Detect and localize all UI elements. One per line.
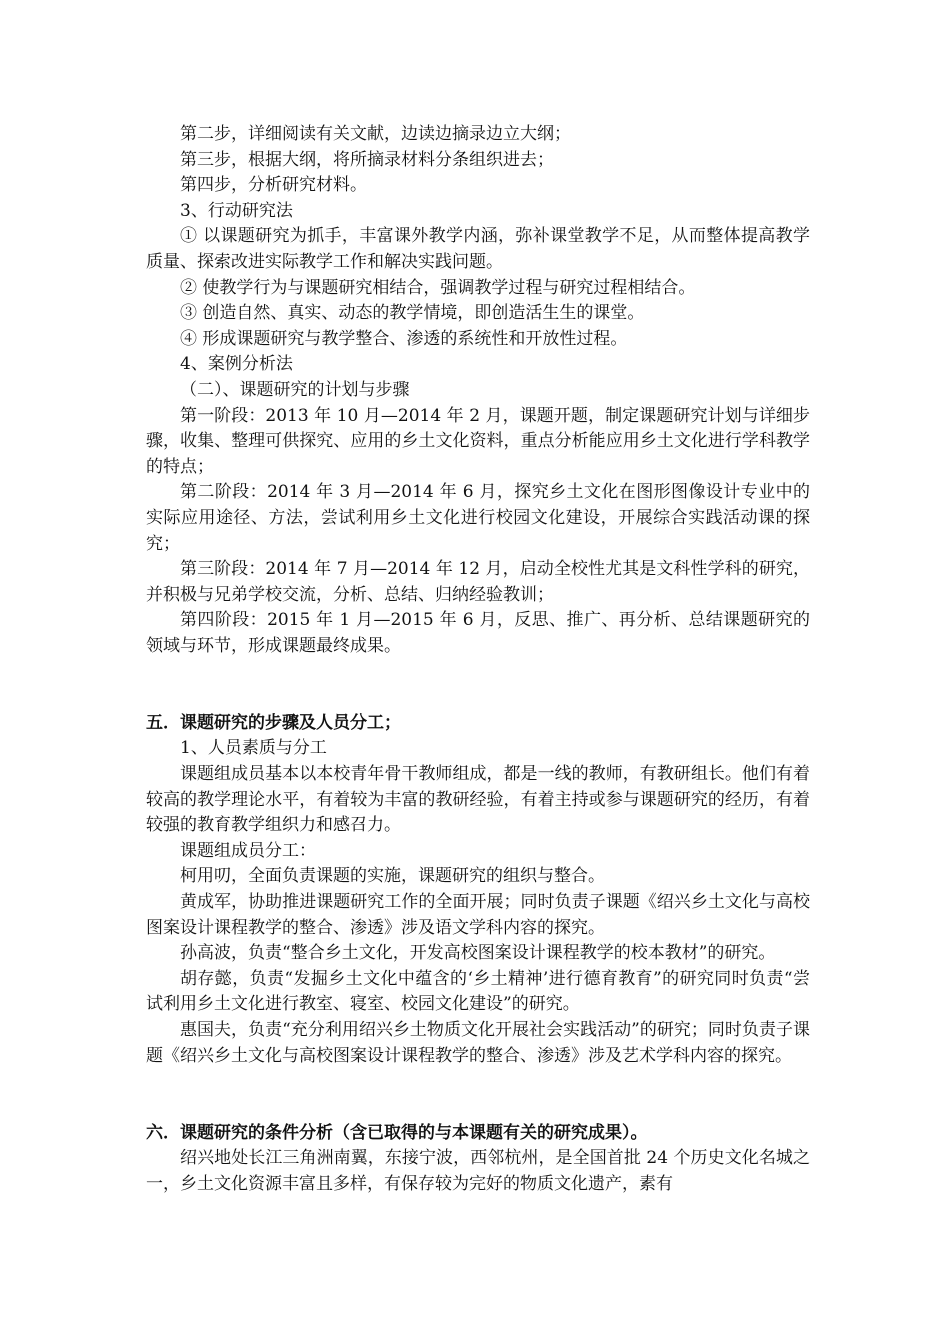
paragraph: 绍兴地处长江三角洲南翼，东接宁波，西邻杭州，是全国首批 24 个历史文化名城之一，乡土文化资源丰富且多样，有保存较为完好的物质文化遗产，素有 (146, 1148, 810, 1194)
subsection-heading: （二）、课题研究的计划与步骤 (180, 379, 410, 400)
paragraph: 课题组成员分工： (180, 840, 316, 861)
list-item: ① 以课题研究为抓手，丰富课外教学内涵，弥补课堂教学不足，从而整体提高教学质量、探索改进实际教学工作和解决实践问题。 (146, 226, 810, 272)
section-gap (146, 659, 810, 710)
paragraph: 孙高波，负责“整合乡土文化，开发高校图案设计课程教学的校本教材”的研究。 (180, 943, 776, 964)
method-heading: 4、案例分析法 (180, 354, 293, 375)
paragraph: 第三步，根据大纲，将所摘录材料分条组织进去； (180, 149, 554, 170)
paragraph: 第三阶段：2014 年 7 月—2014 年 12 月，启动全校性尤其是文科性学科的研究，并积极与兄弟学校交流，分析、总结、归纳经验教训； (146, 559, 810, 605)
paragraph: 柯用叨，全面负责课题的实施，课题研究的组织与整合。 (180, 866, 605, 887)
paragraph: 第四步，分析研究材料。 (180, 175, 367, 196)
document-page (146, 122, 810, 1197)
list-item: ③ 创造自然、真实、动态的教学情境，即创造活生生的课堂。 (180, 303, 645, 324)
paragraph: 第二阶段：2014 年 3 月—2014 年 6 月，探究乡土文化在图形图像设计专业中的实际应用途径、方法，尝试利用乡土文化进行校园文化建设，开展综合实践活动课的探究； (146, 482, 810, 554)
paragraph: 第四阶段：2015 年 1 月—2015 年 6 月，反思、推广、再分析、总结课题研究的领域与环节，形成课题最终成果。 (146, 610, 810, 656)
list-item: ② 使教学行为与课题研究相结合，强调教学过程与研究过程相结合。 (180, 277, 696, 298)
section-heading: 五．课题研究的步骤及人员分工； (146, 713, 401, 734)
paragraph: 黄成军，协助推进课题研究工作的全面开展；同时负责子课题《绍兴乡土文化与高校图案设计课程教学的整合、渗透》涉及语文学科内容的探究。 (146, 892, 810, 938)
list-item: ④ 形成课题研究与教学整合、渗透的系统性和开放性过程。 (180, 328, 628, 349)
section-gap (146, 1069, 810, 1120)
method-heading: 3、行动研究法 (180, 200, 293, 221)
subsection-heading: 1、人员素质与分工 (180, 738, 327, 759)
paragraph: 第二步，详细阅读有关文献，边读边摘录边立大纲； (180, 124, 571, 144)
paragraph: 课题组成员基本以本校青年骨干教师组成，都是一线的教师，有教研组长。他们有着较高的教学理论水平，有着较为丰富的教研经验，有着主持或参与课题研究的经历，有着较强的教育教学组织力和感召力。 (146, 764, 810, 836)
section-heading: 六．课题研究的条件分析（含已取得的与本课题有关的研究成果）。 (146, 1123, 648, 1144)
paragraph: 惠国夫，负责“充分利用绍兴乡土物质文化开展社会实践活动”的研究；同时负责子课题《绍兴乡土文化与高校图案设计课程教学的整合、渗透》涉及艺术学科内容的探究。 (146, 1020, 810, 1066)
paragraph: 第一阶段：2013 年 10 月—2014 年 2 月，课题开题，制定课题研究计划与详细步骤，收集、整理可供探究、应用的乡土文化资料，重点分析能应用乡土文化进行学科教学的特点； (146, 405, 810, 477)
paragraph: 胡存懿，负责“发掘乡土文化中蕴含的‘乡土精神’进行德育教育”的研究同时负责“尝试利用乡土文化进行教室、寝室、校园文化建设”的研究。 (146, 968, 810, 1015)
